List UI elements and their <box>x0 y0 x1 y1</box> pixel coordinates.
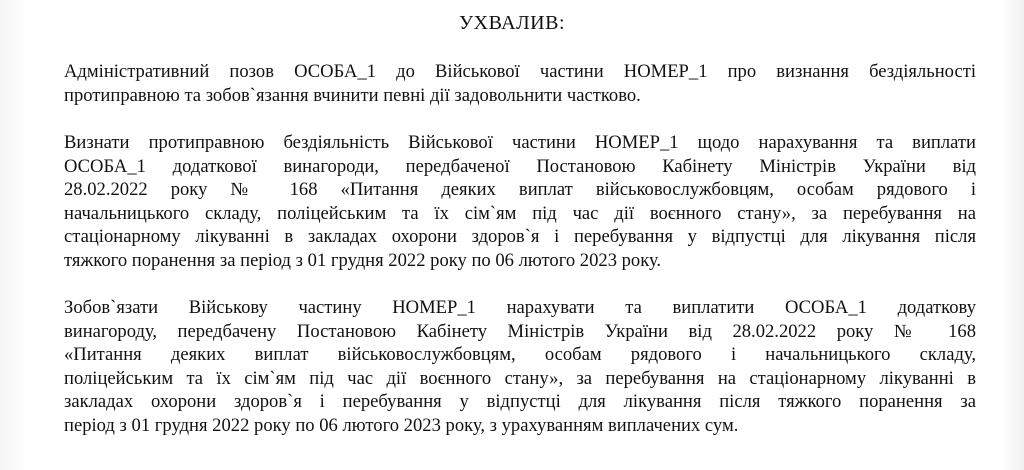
paragraph-obligate-payment <box>64 296 976 438</box>
document-heading: УХВАЛИВ: <box>458 12 566 34</box>
paragraph-line: тяжкого поранення за період з 01 грудня 2022 року по 06 лютого 2023 року. <box>64 249 662 271</box>
paragraph-line: «Питання деяких виплат військовослужбовцям, особам рядового і начальницького складу, <box>64 344 976 366</box>
paragraph-line: протиправною та зобов`язання вчинити певні дії задовольнити частково. <box>64 84 641 106</box>
paragraph-line: 28.02.2022 року № 168 «Питання деяких виплат військовослужбовцям, особам рядового і <box>64 179 976 201</box>
paragraph-claim-decision <box>64 60 976 107</box>
paragraph-line: винагороду, передбачену Постановою Кабінету Міністрів України від 28.02.2022 року № 168 <box>64 320 976 342</box>
paragraph-line: начальницького складу, поліцейським та їх сім`ям під час дії воєнного стану», за перебування на <box>64 202 976 224</box>
paragraph-recognize-inaction <box>64 131 976 273</box>
paragraph-line: ОСОБА_1 додаткової винагороди, передбаченої Постановою Кабінету Міністрів України від <box>64 155 976 177</box>
paragraph-line: Визнати протиправною бездіяльність Військової частини НОМЕР_1 щодо нарахування та виплати <box>64 132 976 153</box>
paragraph-line: поліцейським та їх сім`ям під час дії воєнного стану», за перебування на стаціонарному лікуванні в <box>64 367 976 389</box>
paragraph-line: Адміністративний позов ОСОБА_1 до Військової частини НОМЕР_1 про визнання бездіяльності <box>64 61 976 82</box>
paragraph-line: період з 01 грудня 2022 року по 06 лютого 2023 року, з урахуванням виплачених сум. <box>64 414 739 436</box>
paragraph-line: закладах охорони здоров`я і перебування у відпустці для лікування після тяжкого поранення за <box>64 391 976 413</box>
paragraph-line: стаціонарному лікуванні в закладах охорони здоров`я і перебування у відпустці для лікування після <box>64 226 976 248</box>
paragraph-line: Зобов`язати Військову частину НОМЕР_1 нарахувати та виплатити ОСОБА_1 додаткову <box>64 297 976 318</box>
